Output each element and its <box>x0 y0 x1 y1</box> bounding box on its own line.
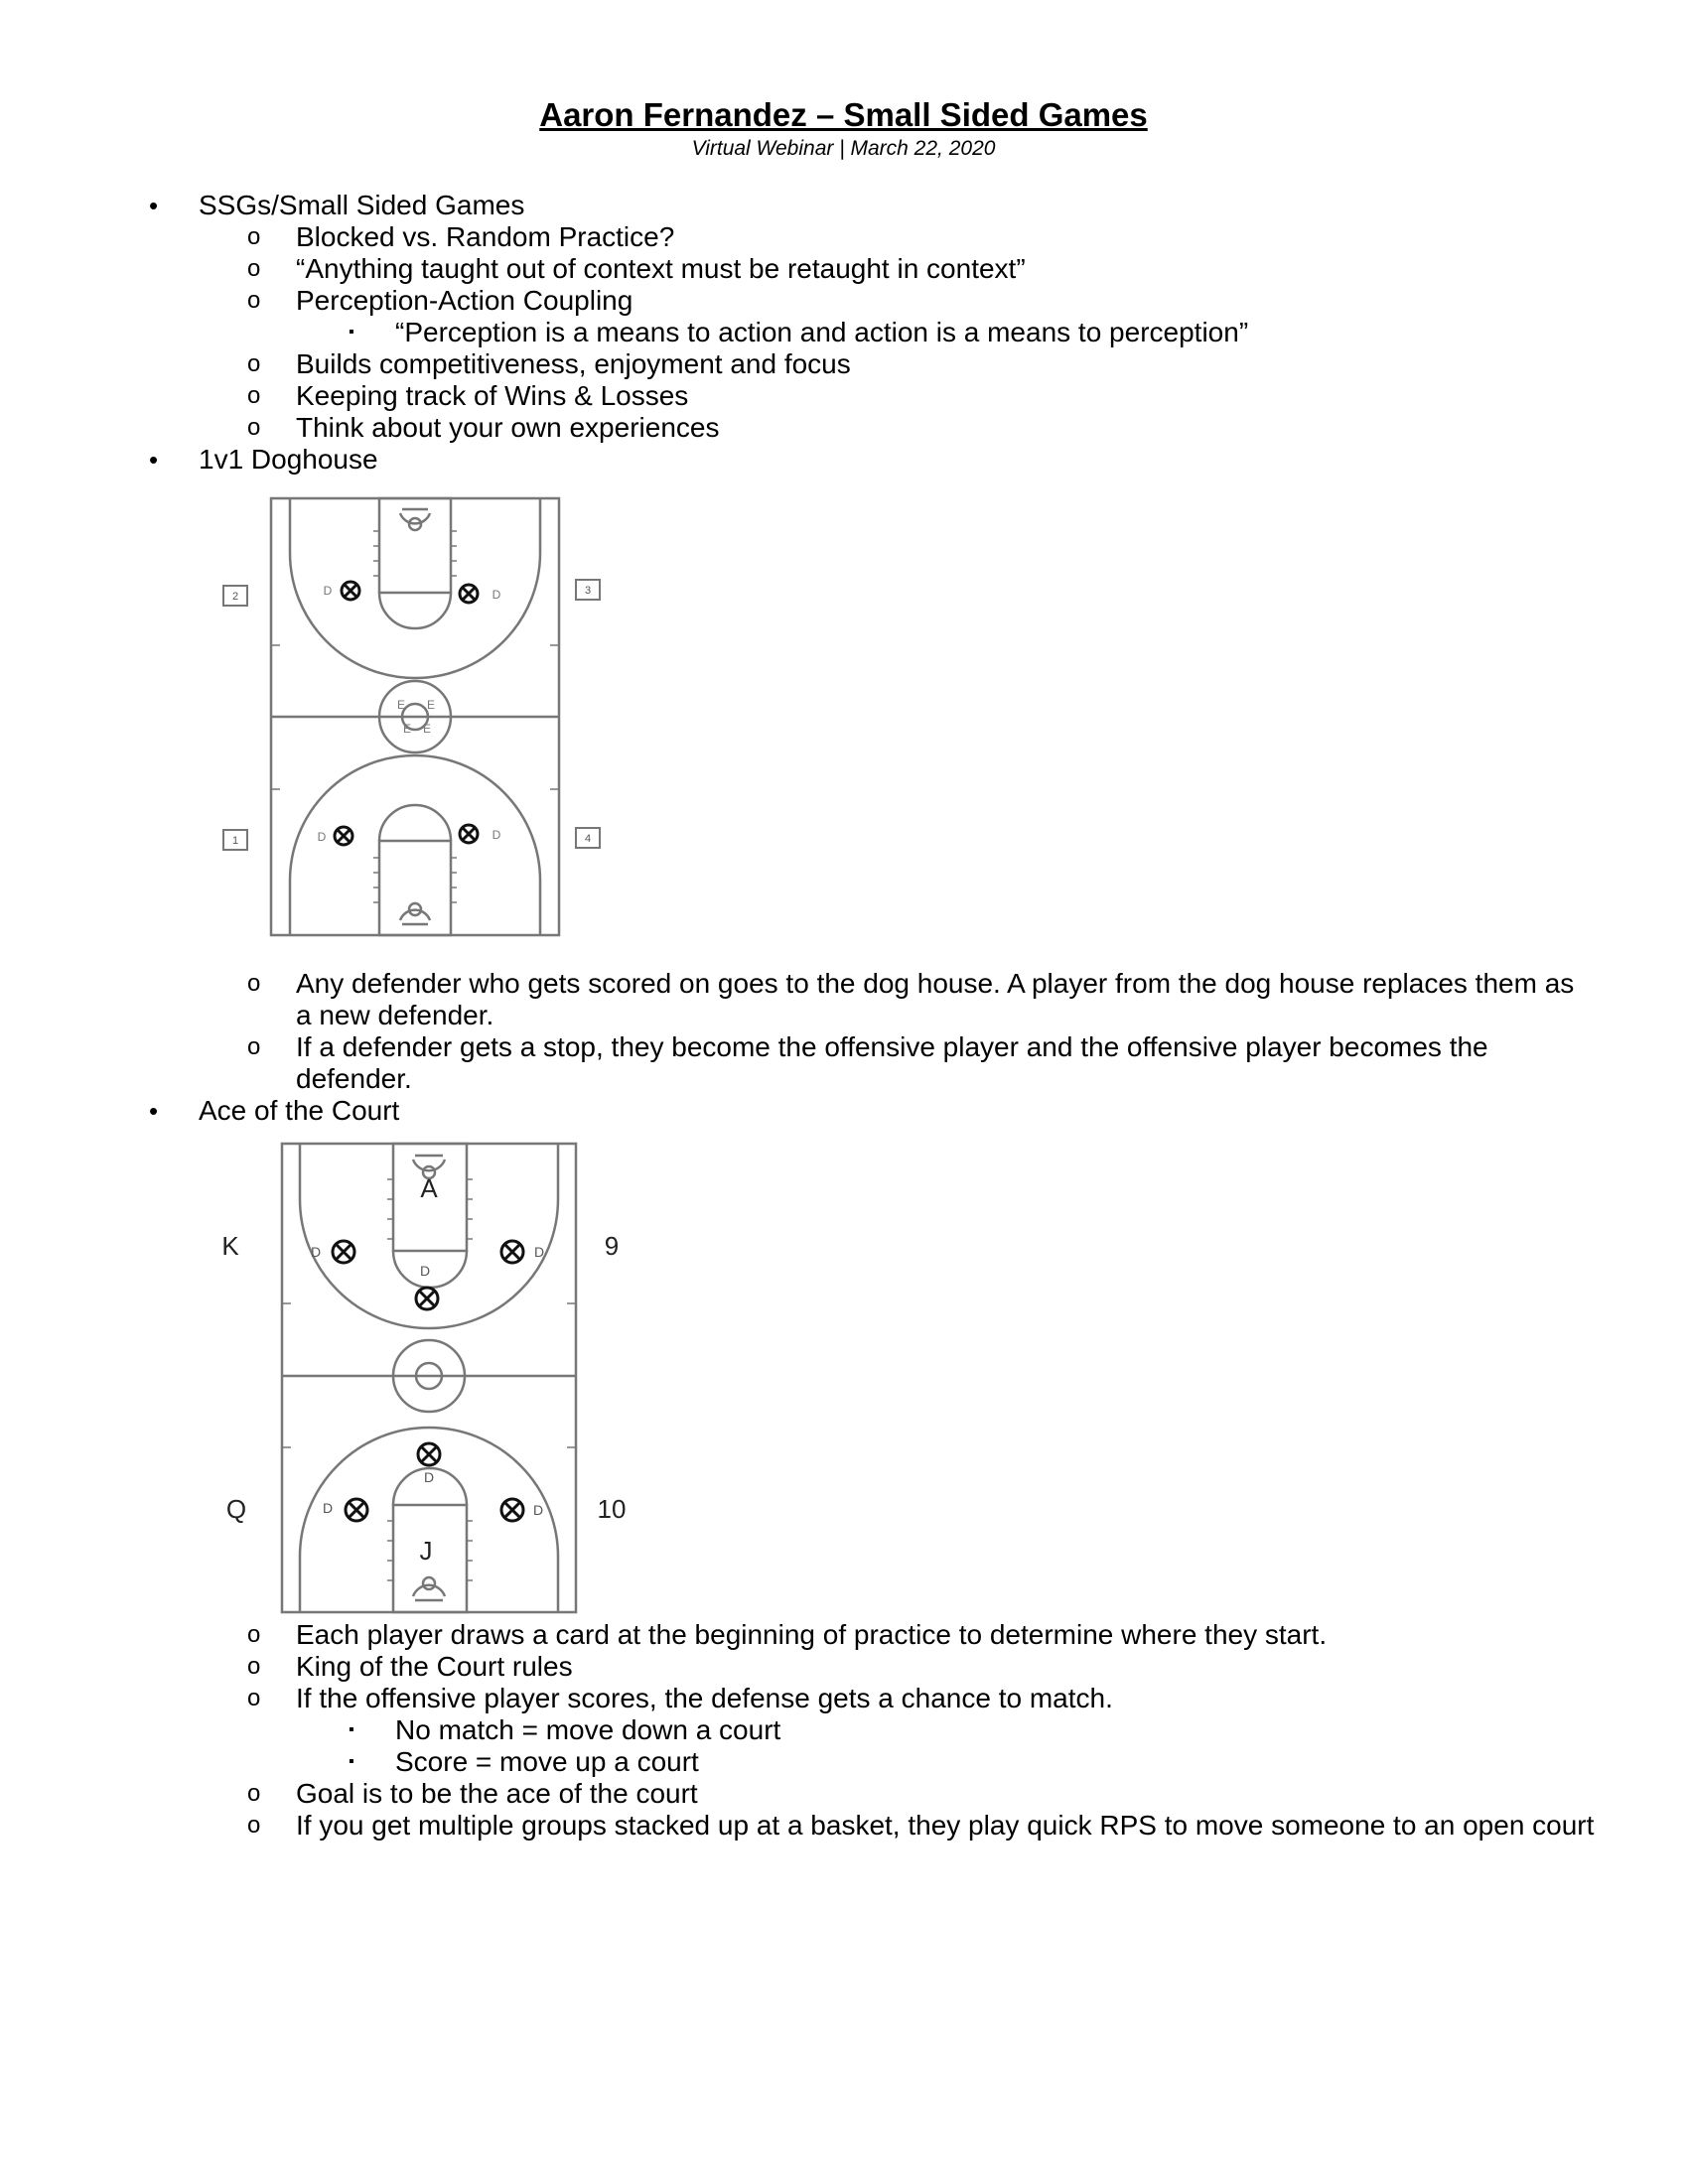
list-item: “Anything taught out of context must be retaught in context” <box>296 253 1026 284</box>
sub-bullet-marker: o <box>247 350 261 377</box>
sub-bullet-marker: o <box>247 287 261 314</box>
bullet-marker: • <box>149 445 159 475</box>
bullet-marker: • <box>149 191 159 220</box>
document-title: Aaron Fernandez – Small Sided Games <box>539 96 1148 133</box>
defender-label: D <box>419 1263 431 1279</box>
defender-label: D <box>423 1469 435 1485</box>
sub-bullet-marker: o <box>247 1033 261 1060</box>
offense-player-icon <box>416 1288 438 1309</box>
offense-player-icon <box>460 825 478 843</box>
offense-player-icon <box>501 1241 523 1263</box>
offense-player-icon <box>333 1241 354 1263</box>
square-bullet-marker: ▪ <box>349 1721 354 1738</box>
extra-label: E <box>402 722 412 736</box>
offense-player-icon <box>418 1443 440 1465</box>
list-item: If a defender gets a stop, they become the offensive player and the offensive player becomes the defender. <box>296 1031 1488 1094</box>
sub-bullet-marker: o <box>247 1621 261 1648</box>
square-bullet-marker: ▪ <box>349 1753 354 1770</box>
sub-bullet-marker: o <box>247 1685 261 1711</box>
sub-bullet-marker: o <box>247 970 261 997</box>
side-label: K <box>221 1231 239 1261</box>
extra-label: E <box>426 698 436 712</box>
key-label-bottom: J <box>419 1536 433 1566</box>
list-item: Any defender who gets scored on goes to the dog house. A player from the dog house replaces them as a new defender. <box>296 968 1575 1030</box>
defender-label: D <box>532 1502 544 1518</box>
square-bullet-marker: ▪ <box>349 324 354 341</box>
sub-bullet-marker: o <box>247 382 261 409</box>
ace-court-diagram <box>209 1140 645 1616</box>
list-item: Think about your own experiences <box>296 412 720 443</box>
document-subtitle: Virtual Webinar | March 22, 2020 <box>691 137 996 160</box>
list-item: Keeping track of Wins & Losses <box>296 380 689 411</box>
side-label: Q <box>225 1494 247 1524</box>
doghouse-box-label: 1 <box>231 835 239 847</box>
list-item: If you get multiple groups stacked up at a basket, they play quick RPS to move someone to an open court <box>296 1810 1595 1841</box>
sub-bullet-marker: o <box>247 1780 261 1807</box>
list-item: If the offensive player scores, the defense gets a chance to match. <box>296 1683 1113 1713</box>
defender-label: D <box>533 1244 545 1260</box>
offense-player-icon <box>346 1499 367 1521</box>
list-sub-item: “Perception is a means to action and action is a means to perception” <box>395 317 1249 347</box>
extra-label: E <box>396 698 406 712</box>
extra-label: E <box>422 722 432 736</box>
defender-label: D <box>310 1244 322 1260</box>
bullet-marker: • <box>149 1096 159 1126</box>
sub-bullet-marker: o <box>247 1812 261 1839</box>
section-heading-doghouse: 1v1 Doghouse <box>199 444 378 475</box>
doghouse-court-diagram <box>218 491 616 948</box>
sub-bullet-marker: o <box>247 223 261 250</box>
list-item: Perception-Action Coupling <box>296 285 633 316</box>
doghouse-box-label: 2 <box>231 591 239 603</box>
doghouse-box-label: 4 <box>584 833 592 845</box>
section-heading-ace: Ace of the Court <box>199 1095 400 1126</box>
sub-bullet-marker: o <box>247 414 261 441</box>
offense-player-icon <box>335 827 352 845</box>
list-item: Builds competitiveness, enjoyment and focus <box>296 348 851 379</box>
defender-label: D <box>317 830 327 844</box>
sub-bullet-marker: o <box>247 255 261 282</box>
offense-player-icon <box>460 585 478 603</box>
list-sub-item: No match = move down a court <box>395 1714 781 1745</box>
list-item: King of the Court rules <box>296 1651 573 1682</box>
sub-bullet-marker: o <box>247 1653 261 1680</box>
side-label: 9 <box>604 1231 620 1261</box>
defender-label: D <box>322 1500 334 1516</box>
defender-label: D <box>323 584 333 598</box>
key-label-top: A <box>420 1173 438 1203</box>
offense-player-icon <box>501 1499 523 1521</box>
offense-player-icon <box>342 582 359 600</box>
section-heading-ssg: SSGs/Small Sided Games <box>199 190 525 220</box>
list-item: Blocked vs. Random Practice? <box>296 221 675 252</box>
defender-label: D <box>492 588 501 602</box>
list-item: Goal is to be the ace of the court <box>296 1778 698 1809</box>
side-label: 10 <box>597 1494 627 1524</box>
doghouse-box-label: 3 <box>584 585 592 597</box>
list-sub-item: Score = move up a court <box>395 1746 699 1777</box>
defender-label: D <box>492 828 501 842</box>
list-item: Each player draws a card at the beginning of practice to determine where they start. <box>296 1619 1328 1650</box>
